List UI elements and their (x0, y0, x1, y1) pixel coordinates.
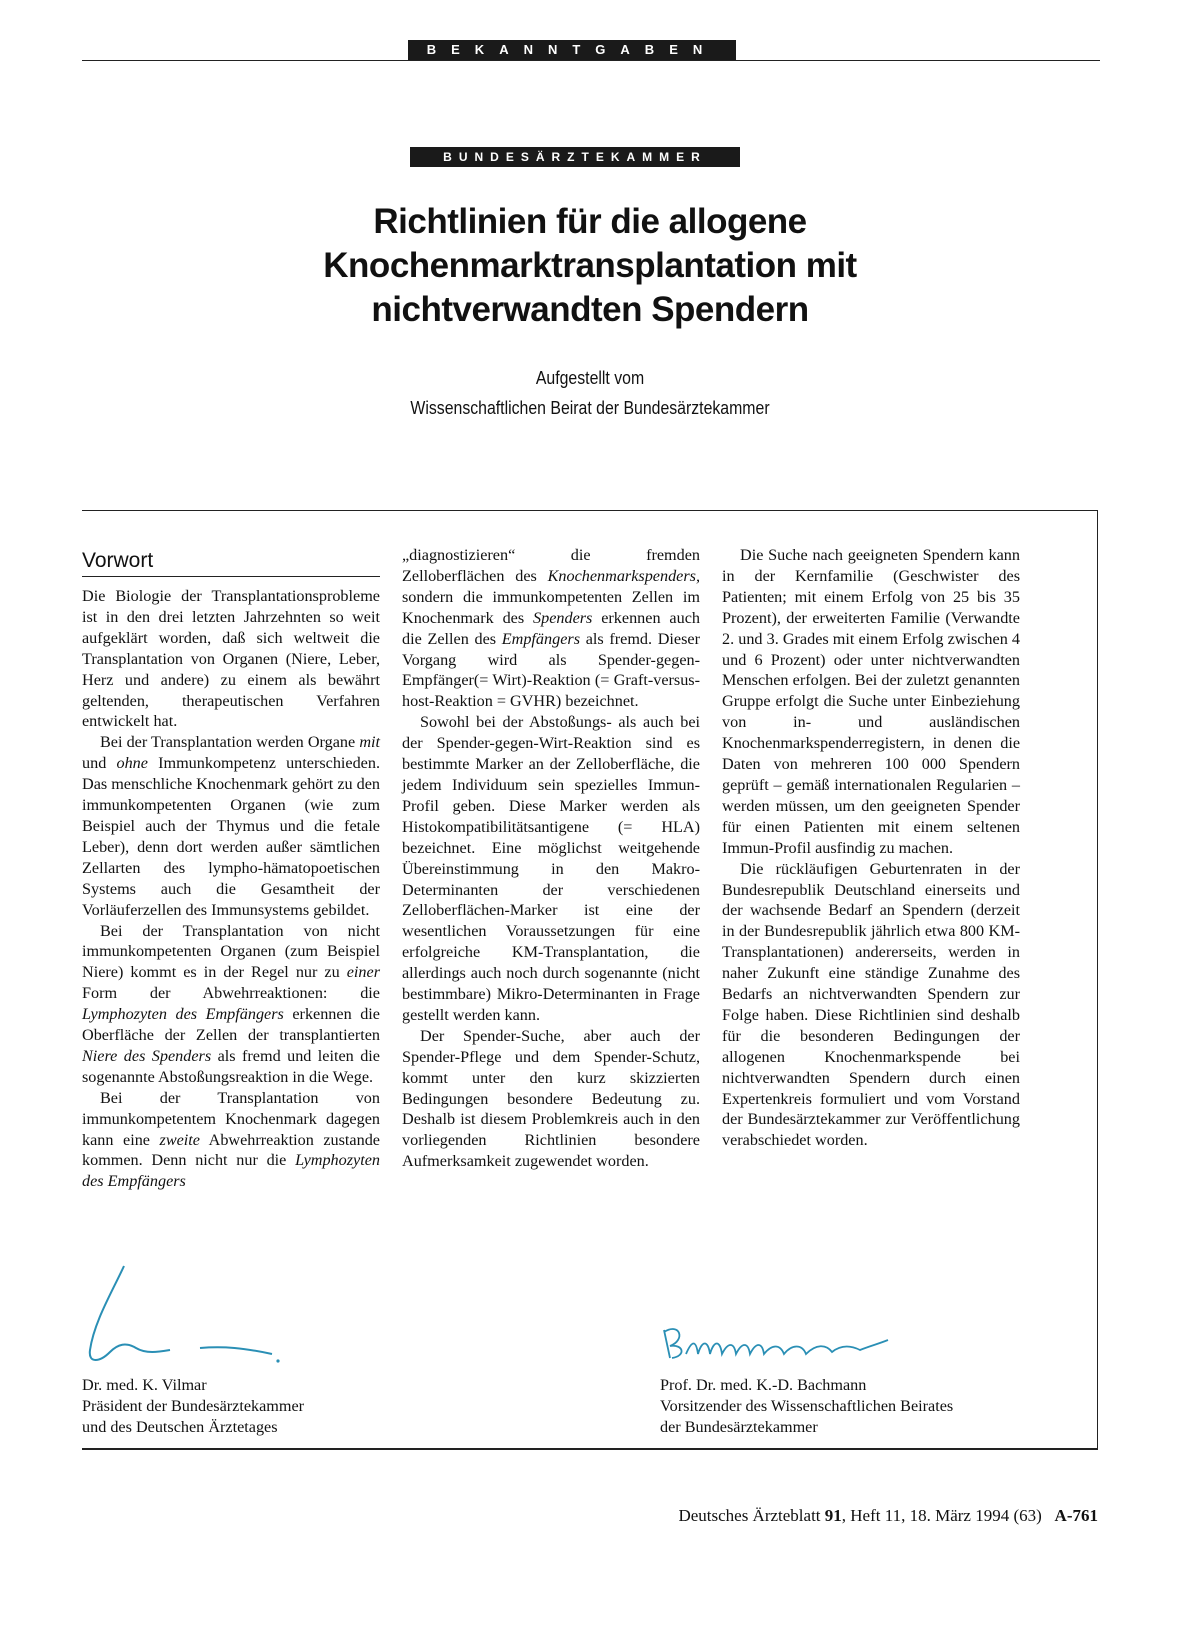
signature-stroke (664, 1329, 682, 1358)
text-column-3 (722, 545, 1020, 1151)
signatory-name: Dr. med. K. Vilmar (82, 1376, 207, 1394)
signatory-role: und des Deutschen Ärztetages (82, 1418, 278, 1436)
signatory-name: Prof. Dr. med. K.-D. Bachmann (660, 1376, 867, 1394)
paragraph: Bei der Transplantation von nicht immunkompetenten Organen (zum Beispiel Niere) kommt es in der Regel nur zu einer Form der Abwehrreaktionen: die Lymphozyten des Empfängers erkennen die Oberfläche der Zellen der transplantierten Niere des Spenders als fremd und leiten die sogenannte Abstoßungsreaktion in die Wege. (82, 921, 380, 1086)
paragraph: Die Biologie der Transplantationsprobleme ist in den drei letzten Jahrzehnten so weit aufgeklärt worden, daß sich weltweit die Transplantation von Organen (Niere, Leber, Herz und andere) zu einem als bewährt geltenden, therapeutischen Verfahren entwickelt hat. (82, 587, 380, 731)
section-tag-bundesaerztekammer: BUNDESÄRZTEKAMMER (410, 147, 740, 167)
article-subtitle (291, 363, 889, 423)
signature-block-left (82, 1375, 304, 1438)
page-number: A-761 (1054, 1506, 1098, 1525)
paragraph: Die Suche nach geeigneten Spendern kann in der Kernfamilie (Geschwister des Patienten; mit einem Erfolg von 25 bis 35 Prozent), der erweiterten Familie (Verwandte 2. und 3. Grades mit einem Erfolg zwischen 4 und 6 Prozent) oder unter nichtverwandten Menschen erfolgen. Bei der zuletzt genannten Gruppe erfolgt die Suche unter Einbeziehung von in- und ausländischen Knochenmarkspenderregistern, in denen die Daten von mehreren 100 000 Spendern geprüft – gemäß internationalen Regularien – werden müssen, um den geeigneten Spender für einen Patienten mit einem seltenen Immun-Profil ausfindig zu machen. (722, 546, 1020, 857)
signatory-role: Präsident der Bundesärztekammer (82, 1397, 305, 1415)
title-line: nichtverwandten Spendern (371, 290, 809, 329)
box-right-rule (1097, 510, 1098, 1448)
paragraph: Bei der Transplantation werden Organe mit und ohne Immunkompetenz unterschieden. Das menschliche Knochenmark gehört zu den immunkompetenten Organen (wie zum Beispiel auch der Thymus und die fetale Leber), denn dort werden außer sämtlichen Zellarten des lympho-hämatopoetischen Systems auch die Gesamtheit der Vorläuferzellen des Immunsystems gebildet. (82, 733, 381, 919)
subtitle-line: Wissenschaftlichen Beirat der Bundesärztekammer (410, 398, 770, 418)
paragraph: Bei der Transplantation von immunkompetentem Knochenmark dagegen kann eine zweite Abwehrreaktion zustande kommen. Denn nicht nur die Lymphozyten des Empfängers (82, 1088, 380, 1191)
signature-stroke (90, 1266, 170, 1360)
section-heading-vorwort: Vorwort (82, 549, 154, 572)
text-column-2 (402, 545, 700, 1172)
signature-bachmann-image (656, 1310, 896, 1370)
volume-number: 91 (824, 1506, 842, 1525)
journal-name: Deutsches Ärzteblatt (678, 1506, 825, 1525)
issue-date: , Heft 11, 18. März 1994 (63) (841, 1506, 1042, 1525)
paragraph: Sowohl bei der Abstoßungs- als auch bei der Spender-gegen-Wirt-Reaktion sind es bestimmte Marker an der Zelloberfläche, die jedem Individuum sein spezielles Immun-Profil geben. Diese Marker werden als Histokompatibilitätsantigene (= HLA) bezeichnet. Eine möglichst weitgehende Übereinstimmung in den Makro-Determinanten der verschiedenen Zelloberflächen-Marker ist eine der wesentlichen Voraussetzungen für eine erfolgreiche KM-Transplantation, die allerdings auch noch durch sogenannte (nicht bestimmbare) Mikro-Determinanten in Frage gestellt werden kann. (402, 713, 700, 1024)
paragraph: Die rückläufigen Geburtenraten in der Bundesrepublik Deutschland einerseits und der wachsende Bedarf an Spendern (derzeit in der Bundesrepublik jährlich etwa 800 KM-Transplantationen) andererseits, werden in naher Zukunft eine ständige Zunahme des Bedarfs an nichtverwandten Spendern zur Folge haben. Diese Richtlinien sind deshalb für die besonderen Bedingungen der allogenen Knochenmarkspende bei nichtverwandten Spendern durch einen Expertenkreis formuliert und vom Vorstand der Bundesärztekammer zur Veröffentlichung verabschiedet worden. (722, 859, 1020, 1150)
article-title (150, 200, 1030, 332)
title-line: Richtlinien für die allogene (373, 202, 807, 241)
title-line: Knochenmarktransplantation mit (323, 246, 857, 285)
header-rule (82, 60, 1100, 61)
signature-vilmar-image (84, 1262, 284, 1374)
heading-underline (82, 576, 380, 577)
paragraph: Der Spender-Suche, aber auch der Spender-Pflege und dem Spender-Schutz, kommt unter den kurz skizzierten Bedingungen besondere Bedeutung zu. Deshalb ist diesem Problemkreis auch in den vorliegenden Richtlinien besondere Aufmerksamkeit zugewendet worden. (402, 1026, 700, 1171)
signatory-role: Vorsitzender des Wissenschaftlichen Beirates (660, 1397, 954, 1415)
box-bottom-rule (82, 1448, 1098, 1450)
paragraph: „diagnostizieren“ die fremden Zelloberflächen des Knochenmarkspenders, sondern die immunkompetenten Zellen im Knochenmark des Spenders erkennen auch die Zellen des Empfängers als fremd. Dieser Vorgang wird als Spender-gegen-Empfänger(= Wirt)-Reaktion (= Graft-versus-host-Reaktion = GVHR) bezeichnet. (402, 546, 700, 711)
section-banner-bekanntgaben: BEKANNTGABEN (408, 40, 736, 60)
signature-block-right (660, 1375, 953, 1438)
signature-stroke (200, 1347, 272, 1354)
signatory-role: der Bundesärztekammer (660, 1418, 818, 1436)
text-column-1 (82, 586, 380, 1192)
page-footer (678, 1505, 1098, 1527)
box-top-rule (82, 510, 1098, 511)
header-banner (82, 40, 1100, 62)
signature-dot (276, 1359, 279, 1362)
subtitle-line: Aufgestellt vom (535, 368, 645, 388)
signature-stroke (686, 1340, 888, 1354)
